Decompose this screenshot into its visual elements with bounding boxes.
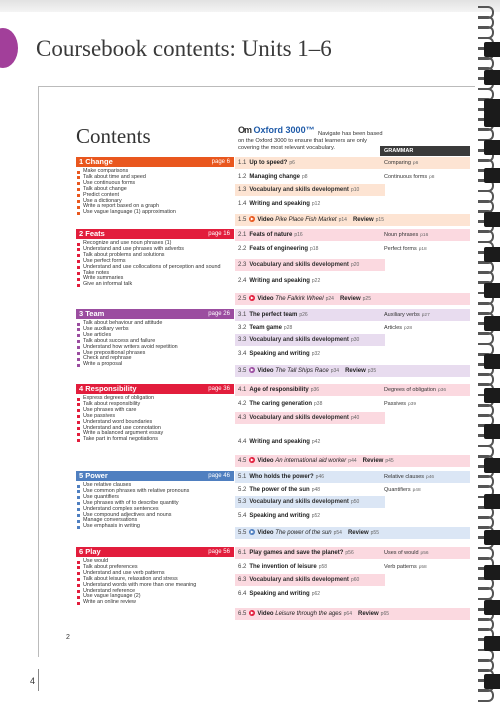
unit-header[interactable] xyxy=(76,229,234,239)
video-number: 6.5 xyxy=(238,611,247,617)
review-label: Review xyxy=(357,611,379,617)
unit-page: page 26 xyxy=(208,311,230,317)
lesson-title: Vocabulary and skills development xyxy=(249,499,349,505)
grammar-item[interactable] xyxy=(380,471,470,483)
lesson-title: Speaking and writing xyxy=(249,591,310,597)
lesson-row[interactable] xyxy=(235,348,385,360)
objective-item: Take notes xyxy=(76,271,234,277)
unit-objectives xyxy=(76,169,234,216)
lesson-page: p52 xyxy=(311,513,321,519)
lesson-title: Vocabulary and skills development xyxy=(249,187,349,193)
video-title: The power of the sun xyxy=(275,530,332,536)
lesson-number: 4.2 xyxy=(238,401,247,407)
objective-item: Use compound adjectives and nouns xyxy=(76,513,234,519)
video-number: 4.5 xyxy=(238,458,247,464)
lesson-number: 4.3 xyxy=(238,415,247,421)
objective-item: Understand how writers avoid repetition xyxy=(76,345,234,351)
objective-item: Understand and use phrases with adverbs xyxy=(76,247,234,253)
review-page: p35 xyxy=(367,368,377,374)
review-page: p65 xyxy=(380,611,390,617)
grammar-page: p36 xyxy=(437,388,446,393)
video-review-row[interactable] xyxy=(235,455,470,467)
grammar-item[interactable] xyxy=(380,309,470,321)
video-number: 2.5 xyxy=(238,296,247,302)
lesson-row[interactable] xyxy=(235,547,385,559)
unit-header[interactable] xyxy=(76,547,234,557)
page-number-inner: 2 xyxy=(66,634,70,641)
grammar-title: Quantifiers xyxy=(384,487,411,493)
lesson-title: The perfect team xyxy=(249,312,298,318)
video-page: p24 xyxy=(325,296,334,302)
objective-item: Write a proposal xyxy=(76,362,234,368)
lesson-page: p40 xyxy=(350,415,360,421)
lesson-title: Feats of nature xyxy=(249,232,293,238)
lesson-row[interactable] xyxy=(235,471,385,483)
grammar-title: Uses of would xyxy=(384,550,419,556)
objective-item: Use relative clauses xyxy=(76,483,234,489)
unit-objectives xyxy=(76,483,234,530)
lesson-page: p58 xyxy=(318,564,328,570)
binder-tab xyxy=(484,494,500,509)
binder-tab xyxy=(484,354,500,369)
lesson-row[interactable] xyxy=(235,309,385,321)
lesson-number: 4.4 xyxy=(238,439,247,445)
grammar-page: p56 xyxy=(420,551,429,556)
grammar-title: Noun phrases xyxy=(384,232,419,238)
spiral-ring xyxy=(478,689,494,702)
video-label: Video xyxy=(257,458,276,464)
video-number: 1.5 xyxy=(238,217,247,223)
grammar-title: Comparing xyxy=(384,160,411,166)
objective-item: Talk about change xyxy=(76,187,234,193)
lesson-page: p42 xyxy=(311,439,321,445)
play-icon: ▶ xyxy=(250,610,254,616)
lesson-row[interactable] xyxy=(235,561,385,573)
play-icon: ▶ xyxy=(250,216,254,222)
lesson-title: Writing and speaking xyxy=(249,201,310,207)
lesson-title: The power of the sun xyxy=(249,487,310,493)
binder-tab xyxy=(484,424,500,439)
video-title: The Tall Ships Race xyxy=(275,368,329,374)
grammar-title: Continuous forms xyxy=(384,174,428,180)
lesson-title: Age of responsibility xyxy=(249,387,309,393)
objective-item: Write a balanced argument essay xyxy=(76,431,234,437)
grammar-title: Passives xyxy=(384,401,407,407)
grammar-item[interactable] xyxy=(380,157,470,169)
objective-item: Use emphasis in writing xyxy=(76,524,234,530)
lesson-row[interactable] xyxy=(235,198,385,210)
lesson-number: 3.4 xyxy=(238,351,247,357)
lesson-row[interactable] xyxy=(235,398,385,410)
lesson-page: p28 xyxy=(283,325,293,331)
grammar-title: Auxiliary verbs xyxy=(384,312,420,318)
objective-item: Talk about preferences xyxy=(76,565,234,571)
lesson-row[interactable] xyxy=(235,171,385,183)
binder-tab xyxy=(484,247,500,262)
objective-item: Write a report based on a graph xyxy=(76,204,234,210)
unit-page: page 46 xyxy=(208,473,230,479)
objective-item: Express degrees of obligation xyxy=(76,396,234,402)
unit-header[interactable] xyxy=(76,471,234,481)
lesson-row[interactable] xyxy=(235,229,385,241)
video-label: Video xyxy=(257,611,276,617)
lesson-page: p50 xyxy=(350,499,360,505)
objective-item: Use auxiliary verbs xyxy=(76,327,234,333)
lesson-row[interactable] xyxy=(235,588,385,600)
lesson-title: Team game xyxy=(249,325,282,331)
grammar-title: Verb patterns xyxy=(384,564,417,570)
grammar-item[interactable] xyxy=(380,398,470,410)
unit-title: 5 Power xyxy=(79,471,108,480)
grammar-item[interactable] xyxy=(380,322,470,334)
objective-item: Use common phrases with relative pronouns xyxy=(76,489,234,495)
objective-item: Talk about problems and solutions xyxy=(76,253,234,259)
unit-title: 2 Feats xyxy=(79,229,105,238)
lesson-number: 1.2 xyxy=(238,174,247,180)
unit-header[interactable] xyxy=(76,384,234,394)
video-title: Leisure through the ages xyxy=(275,611,342,617)
lesson-title: Vocabulary and skills development xyxy=(249,262,349,268)
binder-tab xyxy=(484,140,500,155)
lesson-page: p32 xyxy=(311,351,321,357)
video-number: 5.5 xyxy=(238,530,247,536)
binder-tab xyxy=(484,458,500,473)
video-review-row[interactable] xyxy=(235,214,470,226)
lesson-row[interactable] xyxy=(235,496,385,508)
grammar-page: p27 xyxy=(421,313,430,318)
lesson-page: p10 xyxy=(350,187,360,193)
video-review-row[interactable] xyxy=(235,608,470,620)
objective-item: Understand and use connotation xyxy=(76,426,234,432)
video-page: p44 xyxy=(348,458,357,464)
objective-item: Check and rephrase xyxy=(76,356,234,362)
unit-title: 1 Change xyxy=(79,157,113,166)
lesson-row[interactable] xyxy=(235,484,385,496)
lesson-number: 1.1 xyxy=(238,160,247,166)
lesson-page: p30 xyxy=(350,337,360,343)
unit-page: page 6 xyxy=(211,159,230,165)
unit-marker-dot xyxy=(0,28,18,68)
unit-objectives xyxy=(76,321,234,368)
lesson-number: 5.3 xyxy=(238,499,247,505)
lesson-page: p38 xyxy=(314,401,323,407)
grammar-item[interactable] xyxy=(380,384,470,396)
lesson-row[interactable] xyxy=(235,510,385,522)
grammar-page: p58 xyxy=(418,565,427,570)
binder-tab xyxy=(484,565,500,580)
lesson-title: Who holds the power? xyxy=(249,474,314,480)
lesson-number: 1.4 xyxy=(238,201,247,207)
objective-item: Understand word boundaries xyxy=(76,420,234,426)
review-page: p45 xyxy=(385,458,394,464)
lesson-title: Writing and speaking xyxy=(249,278,310,284)
grammar-page: p46 xyxy=(426,475,435,480)
objective-item: Predict content xyxy=(76,193,234,199)
oxford-logo-text: Oxford 3000™ xyxy=(253,125,315,135)
objective-item: Use continuous forms xyxy=(76,181,234,187)
lesson-title: Up to speed? xyxy=(249,160,288,166)
video-page: p34 xyxy=(330,368,340,374)
objective-item: Understand and use collocations of perception and sound xyxy=(76,265,234,271)
unit-header[interactable] xyxy=(76,157,234,167)
lesson-page: p16 xyxy=(294,232,303,238)
binder-tab xyxy=(484,530,500,545)
unit-title: 6 Play xyxy=(79,547,101,556)
lesson-title: Feats of engineering xyxy=(249,246,309,252)
objective-item: Use phrases with care xyxy=(76,408,234,414)
review-label: Review xyxy=(345,368,366,374)
lesson-title: Play games and save the planet? xyxy=(249,550,344,556)
objective-item: Use quantifiers xyxy=(76,495,234,501)
review-page: p55 xyxy=(370,530,379,536)
lesson-row[interactable] xyxy=(235,157,385,169)
contents-heading: Contents xyxy=(76,124,151,148)
video-label: Video xyxy=(257,368,276,374)
lesson-number: 5.4 xyxy=(238,513,247,519)
lesson-title: Speaking and writing xyxy=(249,351,310,357)
lesson-page: p62 xyxy=(311,591,321,597)
grammar-item[interactable] xyxy=(380,547,470,559)
grammar-item[interactable] xyxy=(380,229,470,241)
lesson-page: p18 xyxy=(310,246,319,252)
lesson-number: 6.1 xyxy=(238,550,247,556)
oxford-logo-mark: O xyxy=(238,125,245,135)
lesson-page: p46 xyxy=(315,474,325,480)
page-title: Coursebook contents: Units 1–6 xyxy=(36,36,332,61)
review-label: Review xyxy=(339,296,361,302)
video-review-row[interactable] xyxy=(235,365,470,377)
grammar-page: p28 xyxy=(404,326,413,331)
review-page: p25 xyxy=(362,296,371,302)
lesson-row[interactable] xyxy=(235,574,385,586)
objective-item: Understand words with more than one meaning xyxy=(76,583,234,589)
objective-item: Recognize and use noun phrases (1) xyxy=(76,241,234,247)
binder-tab xyxy=(484,674,500,689)
video-page: p14 xyxy=(338,217,347,223)
grammar-page: p18 xyxy=(418,247,427,252)
objective-item: Talk about success and failure xyxy=(76,339,234,345)
video-label: Video xyxy=(257,217,276,223)
review-label: Review xyxy=(347,530,369,536)
oxford-description: Navigate has been based on the Oxford 3000 to ensure that learners are only covering the most relevant vocabulary. xyxy=(238,131,383,151)
lesson-number: 2.4 xyxy=(238,278,247,284)
grammar-column-header: GRAMMAR xyxy=(380,146,470,156)
unit-title: 4 Responsibility xyxy=(79,384,137,393)
unit-page: page 36 xyxy=(208,386,230,392)
grammar-title: Articles xyxy=(384,325,403,331)
lesson-number: 6.4 xyxy=(238,591,247,597)
lesson-page: p48 xyxy=(311,487,321,493)
lesson-number: 2.3 xyxy=(238,262,247,268)
video-label: Video xyxy=(257,530,276,536)
unit-page: page 56 xyxy=(208,549,230,555)
lesson-row[interactable] xyxy=(235,384,385,396)
binder-tab xyxy=(484,388,500,403)
play-icon: ▶ xyxy=(250,457,254,463)
play-icon: ▶ xyxy=(250,367,254,373)
lesson-page: p22 xyxy=(311,278,321,284)
unit-objectives xyxy=(76,241,234,288)
lesson-row[interactable] xyxy=(235,243,385,255)
binder-tab xyxy=(484,168,500,183)
objective-item: Use perfect forms xyxy=(76,259,234,265)
objective-item: Give an informal talk xyxy=(76,282,234,288)
objective-item: Use prepositional phrases xyxy=(76,351,234,357)
objective-item: Talk about behaviour and attitude xyxy=(76,321,234,327)
video-page: p54 xyxy=(333,530,342,536)
lesson-row[interactable] xyxy=(235,184,385,196)
lesson-title: The caring generation xyxy=(249,401,313,407)
lesson-number: 4.1 xyxy=(238,387,247,393)
binder-tab xyxy=(484,42,500,57)
lesson-row[interactable] xyxy=(235,275,385,287)
lesson-title: Managing change xyxy=(249,174,301,180)
lesson-number: 3.1 xyxy=(238,312,247,318)
grammar-item[interactable] xyxy=(380,561,470,573)
lesson-title: Speaking and writing xyxy=(249,513,310,519)
objective-item: Use vague language (2) xyxy=(76,594,234,600)
objective-item: Understand complex sentences xyxy=(76,507,234,513)
objective-item: Use vague language (1) approximation xyxy=(76,210,234,216)
page-number-outer: 4 xyxy=(30,676,36,686)
grammar-item[interactable] xyxy=(380,243,470,255)
lesson-title: Vocabulary and skills development xyxy=(249,337,349,343)
lesson-page: p8 xyxy=(302,174,308,180)
objective-item: Take part in formal negotiations xyxy=(76,437,234,443)
lesson-title: Vocabulary and skills development xyxy=(249,577,349,583)
lesson-page: p12 xyxy=(311,201,321,207)
lesson-number: 2.2 xyxy=(238,246,247,252)
video-number: 3.5 xyxy=(238,368,247,374)
lesson-title: Vocabulary and skills development xyxy=(249,415,349,421)
page-divider xyxy=(38,669,39,691)
lesson-row[interactable] xyxy=(235,436,385,448)
objective-item: Use articles xyxy=(76,333,234,339)
objective-item: Use passives xyxy=(76,414,234,420)
objective-item: Write summaries xyxy=(76,276,234,282)
grammar-page: p39 xyxy=(408,402,417,407)
video-title: Pike Place Fish Market xyxy=(275,217,337,223)
video-title: The Falkirk Wheel xyxy=(275,296,324,302)
video-title: An international aid worker xyxy=(275,458,347,464)
review-page: p15 xyxy=(375,217,384,223)
grammar-page: p16 xyxy=(420,233,429,238)
unit-objectives xyxy=(76,559,234,606)
lesson-number: 3.2 xyxy=(238,325,247,331)
binder-tab xyxy=(484,112,500,127)
oxford-logo-mark-2: m xyxy=(244,125,252,135)
video-label: Video xyxy=(257,296,276,302)
lesson-page: p26 xyxy=(299,312,308,318)
unit-header[interactable] xyxy=(76,309,234,319)
grammar-title: Relative clauses xyxy=(384,474,425,480)
video-review-row[interactable] xyxy=(235,293,470,305)
objective-item: Understand reference xyxy=(76,589,234,595)
objective-item: Manage conversations xyxy=(76,518,234,524)
objective-item: Use a dictionary xyxy=(76,199,234,205)
lesson-number: 6.2 xyxy=(238,564,247,570)
grammar-page: p48 xyxy=(412,488,421,493)
lesson-title: Writing and speaking xyxy=(249,439,310,445)
objective-item: Make comparisons xyxy=(76,169,234,175)
unit-title: 3 Team xyxy=(79,309,105,318)
lesson-page: p60 xyxy=(350,577,360,583)
lesson-row[interactable] xyxy=(235,259,385,271)
objective-item: Talk about responsibility xyxy=(76,402,234,408)
review-label: Review xyxy=(362,458,384,464)
lesson-row[interactable] xyxy=(235,322,385,334)
binder-tab xyxy=(484,636,500,651)
lesson-number: 6.3 xyxy=(238,577,247,583)
binder-tab xyxy=(484,212,500,227)
lesson-page: p36 xyxy=(310,387,320,393)
review-label: Review xyxy=(352,217,374,223)
grammar-title: Perfect forms xyxy=(384,246,417,252)
play-icon: ▶ xyxy=(250,529,254,535)
objective-item: Talk about leisure, relaxation and stress xyxy=(76,577,234,583)
lesson-page: p20 xyxy=(350,262,360,268)
grammar-title: Degrees of obligation xyxy=(384,387,436,393)
objective-item: Use phrases with of to describe quantity xyxy=(76,501,234,507)
lesson-page: p6 xyxy=(289,160,295,166)
video-review-row[interactable] xyxy=(235,527,470,539)
grammar-page: p8 xyxy=(429,175,435,180)
lesson-number: 1.3 xyxy=(238,187,247,193)
top-edge xyxy=(0,0,500,12)
lesson-page: p56 xyxy=(345,550,354,556)
objective-item: Write an online review xyxy=(76,600,234,606)
play-icon: ▶ xyxy=(250,295,254,301)
binder-tab xyxy=(484,600,500,615)
binder-tab xyxy=(484,283,500,298)
lesson-number: 5.2 xyxy=(238,487,247,493)
grammar-page: p6 xyxy=(412,161,419,166)
objective-item: Use would xyxy=(76,559,234,565)
objective-item: Talk about time and speed xyxy=(76,175,234,181)
video-page: p64 xyxy=(343,611,352,617)
objective-item: Understand and use verb patterns xyxy=(76,571,234,577)
lesson-row[interactable] xyxy=(235,334,385,346)
grammar-item[interactable] xyxy=(380,484,470,496)
lesson-number: 3.3 xyxy=(238,337,247,343)
unit-objectives xyxy=(76,396,234,443)
lesson-number: 2.1 xyxy=(238,232,247,238)
binder-tab xyxy=(484,316,500,331)
grammar-item[interactable] xyxy=(380,171,470,183)
lesson-title: The invention of leisure xyxy=(249,564,317,570)
lesson-number: 5.1 xyxy=(238,474,247,480)
binder-tab xyxy=(484,70,500,85)
lesson-row[interactable] xyxy=(235,412,385,424)
unit-page: page 16 xyxy=(208,231,230,237)
